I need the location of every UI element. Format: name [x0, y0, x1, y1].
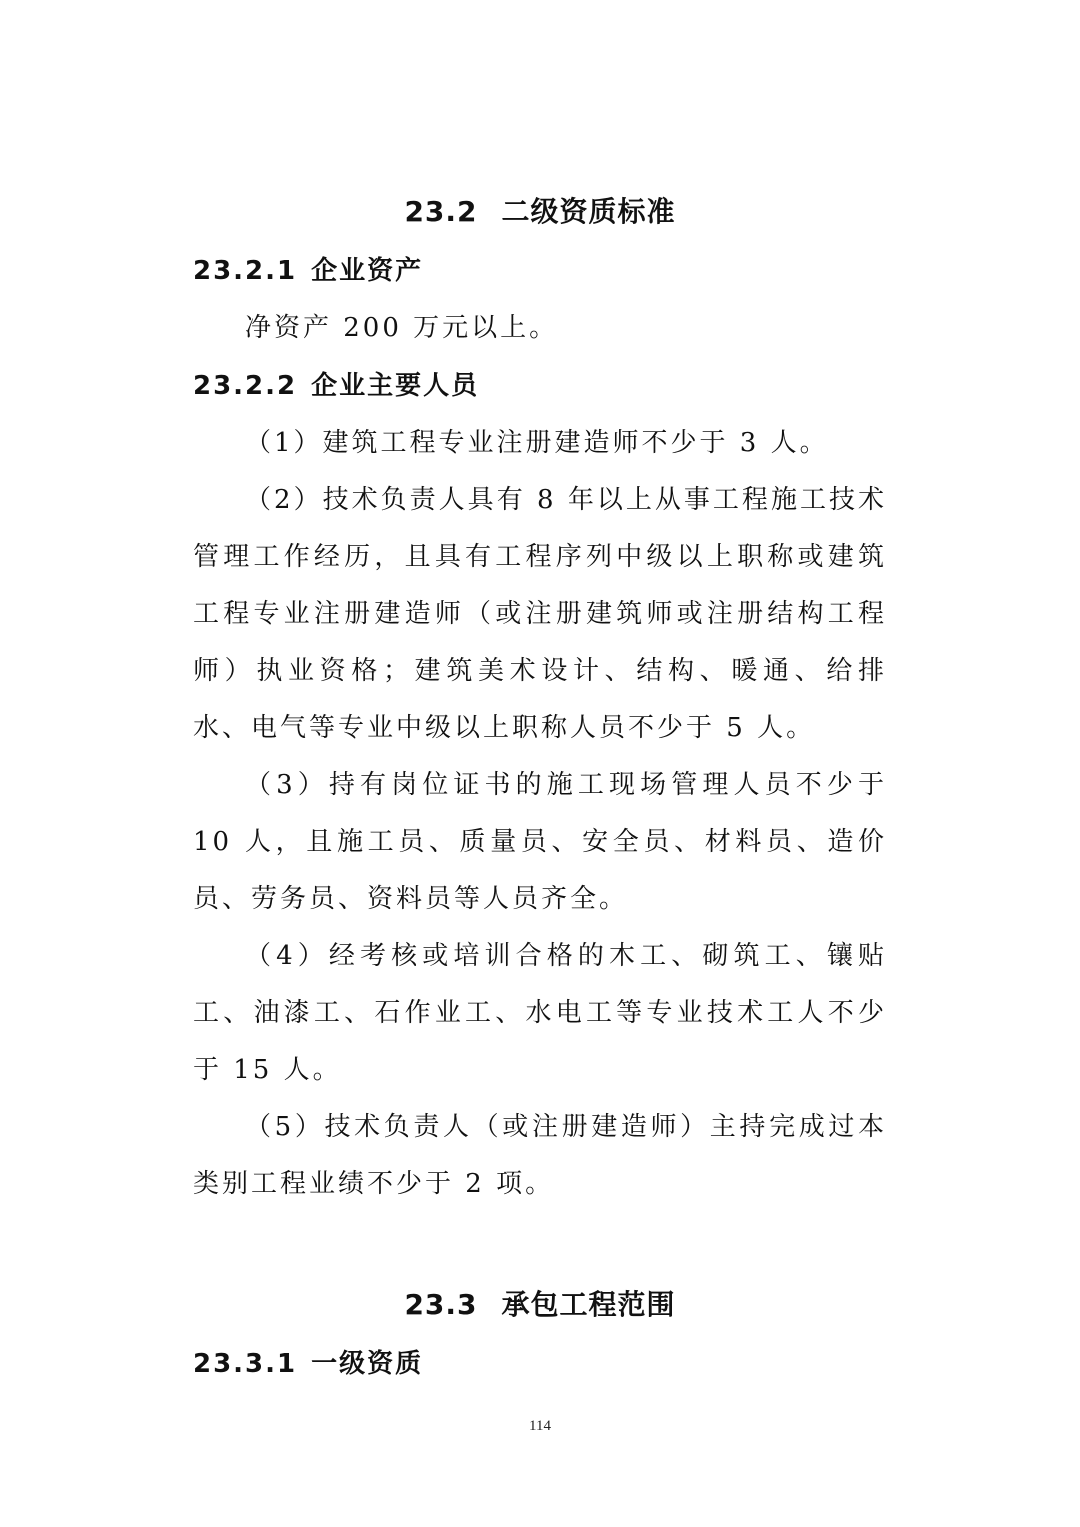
paragraph-net-assets: 净资产 200 万元以上。	[245, 313, 559, 343]
personnel-item-2: （2）技术负责人具有 8 年以上从事工程施工技术管理工作经历，且具有工程序列中级以上职称或建筑工程专业注册建造师（或注册建筑师或注册结构工程师）执业资格；建筑美术设计、结构、暖通、给排水、电气等专业中级以上职称人员不少于 5 人。	[193, 485, 887, 743]
section-title: 承包工程范围	[501, 1288, 676, 1321]
section-number: 23.2	[404, 195, 478, 228]
subheading-title: 企业主要人员	[311, 371, 480, 401]
personnel-item-3: （3）持有岗位证书的施工现场管理人员不少于 10 人，且施工员、质量员、安全员、材料员、造价员、劳务员、资料员等人员齐全。	[193, 770, 887, 914]
personnel-item-1: （1）建筑工程专业注册建造师不少于 3 人。	[245, 428, 829, 458]
subheading-number: 23.2.2	[193, 371, 298, 401]
personnel-item-5: （5）技术负责人（或注册建造师）主持完成过本类别工程业绩不少于 2 项。	[193, 1112, 887, 1199]
subheading-title: 一级资质	[311, 1349, 424, 1379]
subheading-23-2-1	[193, 242, 887, 300]
page-content	[193, 192, 887, 1393]
section-spacer	[193, 1213, 887, 1285]
subheading-title: 企业资产	[311, 256, 424, 286]
subheading-number: 23.2.1	[193, 256, 298, 286]
personnel-item-4: （4）经考核或培训合格的木工、砌筑工、镶贴工、油漆工、石作业工、水电工等专业技术工人不少于 15 人。	[193, 941, 887, 1085]
section-heading-23-2	[193, 192, 887, 242]
subheading-23-2-2	[193, 357, 887, 415]
subheading-23-3-1	[193, 1335, 887, 1393]
section-number: 23.3	[404, 1288, 478, 1321]
page-number: 114	[529, 1418, 551, 1434]
section-title: 二级资质标准	[501, 195, 676, 228]
section-heading-23-3	[193, 1285, 887, 1335]
subheading-number: 23.3.1	[193, 1349, 298, 1379]
